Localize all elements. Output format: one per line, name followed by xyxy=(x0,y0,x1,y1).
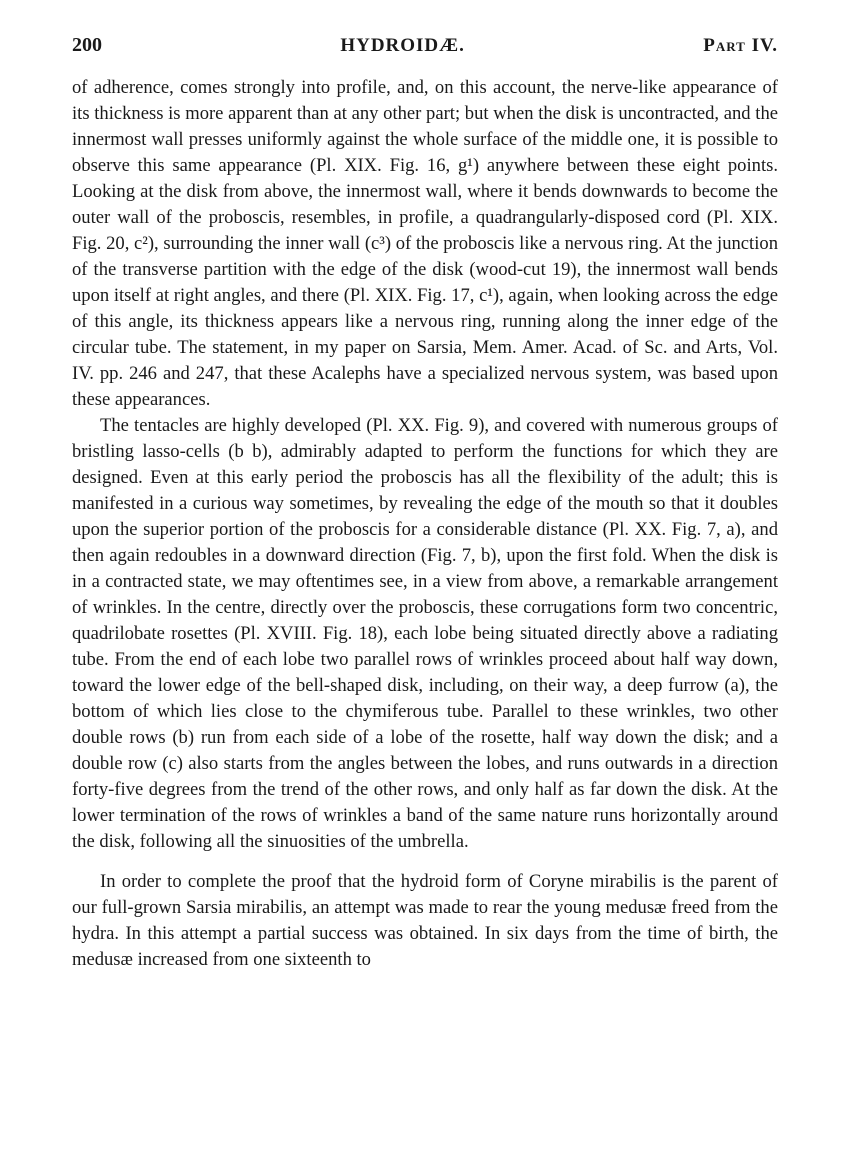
running-header xyxy=(72,34,778,57)
page-number: 200 xyxy=(72,34,102,56)
part-label: Part IV. xyxy=(703,35,778,56)
paragraph: In order to complete the proof that the hydroid form of Coryne mirabilis is the parent of our full-grown Sarsia mirabilis, an attempt was made to rear the young medusæ freed from the hydra. In this attempt a partial success was obtained. In six days from the time of birth, the medusæ increased from one sixteenth to xyxy=(72,871,778,970)
running-title: HYDROIDÆ. xyxy=(340,35,465,56)
paragraph: The tentacles are highly developed (Pl. XX. Fig. 9), and covered with numerous groups of bristling lasso-cells (b b), admirably adapted to perform the functions for which they are designed. Even at this early period the proboscis has all the flexibility of the adult; this is manifested in a curious way sometimes, by revealing the edge of the mouth so that it doubles upon the superior portion of the proboscis for a considerable distance (Pl. XX. Fig. 7, a), and then again redoubles in a downward direction (Fig. 7, b), upon the first fold. When the disk is in a contracted state, we may oftentimes see, in a view from above, a remarkable arrangement of wrinkles. In the centre, directly over the proboscis, these corrugations form two concentric, quadrilobate rosettes (Pl. XVIII. Fig. 18), each lobe being situated directly above a radiating tube. From the end of each lobe two parallel rows of wrinkles proceed about half way down, toward the lower edge of the bell-shaped disk, including, on their way, a deep furrow (a), the bottom of which lies close to the chymiferous tube. Parallel to these wrinkles, two other double rows (b) run from each side of a lobe of the rosette, half way down the disk; and a double row (c) also starts from the angles between the lobes, and runs outwards in a direction forty-five degrees from the trend of the other rows, and only half as far down the disk. At the lower termination of the rows of wrinkles a band of the same nature runs horizontally around the disk, following all the sinuosities of the umbrella. xyxy=(72,415,778,852)
paragraph: of adherence, comes strongly into profile, and, on this account, the nerve-like appearance of its thickness is more apparent than at any other part; but when the disk is uncontracted, and the innermost wall presses uniformly against the whole surface of the middle one, it is possible to observe this same appearance (Pl. XIX. Fig. 16, g¹) anywhere between these eight points. Looking at the disk from above, the innermost wall, where it bends downwards to become the outer wall of the proboscis, resembles, in profile, a quadrangularly-disposed cord (Pl. XIX. Fig. 20, c²), surrounding the inner wall (c³) of the proboscis like a nervous ring. At the junction of the transverse partition with the edge of the disk (wood-cut 19), the innermost wall bends upon itself at right angles, and there (Pl. XIX. Fig. 17, c¹), again, when looking across the edge of this angle, its thickness appears like a nervous ring, running along the inner edge of the circular tube. The statement, in my paper on Sarsia, Mem. Amer. Acad. of Sc. and Arts, Vol. IV. pp. 246 and 247, that these Acalephs have a specialized nervous system, was based upon these appearances. xyxy=(72,77,778,410)
